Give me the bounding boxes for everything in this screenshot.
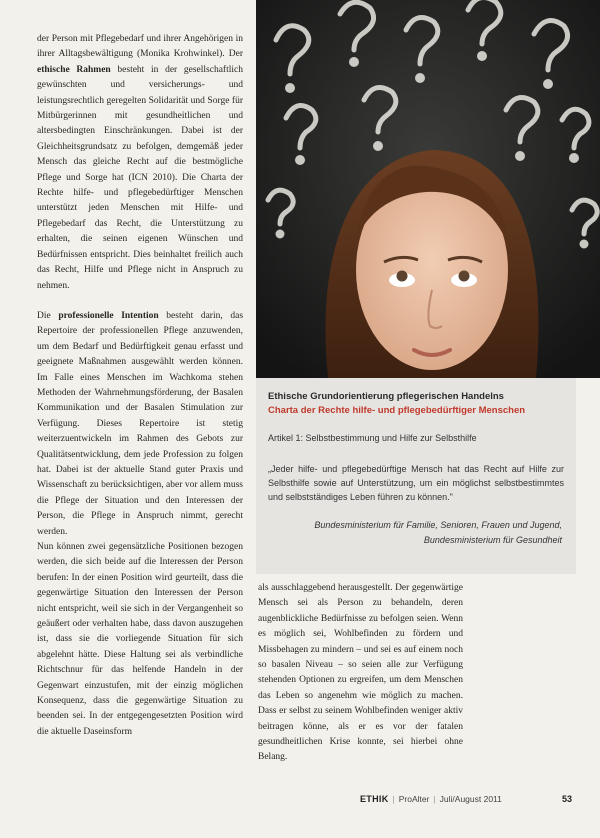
keyword-ethischer-rahmen: ethische Rahmen [37, 64, 111, 75]
keyword-professionelle-intention: professionelle Intention [58, 310, 159, 321]
infobox-title: Ethische Grundorientierung pflegerischen Handelns [268, 391, 504, 402]
photo-woman-question-marks [256, 0, 600, 378]
paragraph-ethical-frame: der Person mit Pflegebedarf und ihrer Angehörigen in ihrer Alltagsbewältigung (Monika Krohwinkel). Der ethische Rahmen besteht in der gesellschaftlich gewünschten und versicherungs- und leistungsrechtlich geregelten Solidarität und Sorge für Mitbürgerinnen mit gesundheitlichen und altersbedingten Einschränkungen. Dabei ist der Gleichheitsgrundsatz zu befolgen, demgemäß jeder Mensch das gleiche Recht auf die bestmögliche Pflege und Sorge hat (ICN 2010). Die Charta der Rechte hilfe- und pflegebedürftiger Menschen unterstützt jeden Menschen mit Hilfe- und Pflegebedarf das Recht, die Unterstützung zu erhalten, die seinen eigenen Wünschen und Bedürfnissen entspricht. Dies beinhaltet freilich auch das Recht, Hilfe und Pflege nicht in Anspruch zu nehmen. [37, 34, 243, 291]
footer-section-name: ETHIK [360, 794, 389, 804]
page-footer [360, 794, 572, 804]
paragraph-two-positions: Nun können zwei gegensätzliche Positionen bezogen werden, die sich beide auf die Interessen der Person berufen: In der einen Position wird geurteilt, dass die gegenwärtige Situation den Interessen der Person nicht entspricht, weil sie sich in der Vergangenheit so geäußert oder verhalten habe, dass davon auszugehen ist, dass sie die vorliegende Situation für sich abgelehnt hätte. Diese Haltung sei als verbindliche Richtschnur für das helfende Handeln in der Gegenwart einzustufen, mit der einzig möglichen Konsequenz, dass die gegenwärtige Situation zu beenden sei. In der entgegengesetzten Position wird die aktuelle Daseinsform [37, 542, 243, 737]
infobox-quote: „Jeder hilfe- und pflegebedürftige Mensch hat das Recht auf Hilfe zur Selbsthilfe sowie auf Unterstützung, um ein möglichst selbstbestimmtes und selbstständiges Leben führen zu können." [268, 464, 564, 502]
infobox-source-line-1: Bundesministerium für Familie, Senioren, Frauen und Jugend, [314, 520, 562, 530]
footer-separator: | [392, 794, 395, 804]
footer-issue: Juli/August 2011 [439, 794, 502, 804]
right-text-column [258, 581, 463, 766]
photo-illustration [256, 0, 600, 378]
paragraph-professional-intention: Die professionelle Intention besteht darin, das Repertoire der professionellen Pflege anzuwenden, um dem Bedarf und Bedürftigkeit genau erfasst und geeignete Maßnahmen ausgewählt werden können. Im Falle eines Menschen im Wachkoma stehen Methoden der Wahrnehmungsförderung, der Basalen Kommunikation und der Basalen Stimulation zur Verfügung. Dieses Repertoire ist stetig weiterzuentwickeln im Rahmen des Gebots zur Qualitätsentwicklung, dem jede Profession zu folgen hat. Dabei ist der aktuelle Stand guter Praxis und Wissenschaft zu berücksichtigen, aber vor allem muss die Pflege der Situation und den Interessen der Person, die Pflege in Anspruch nimmt, gerecht werden. [37, 310, 244, 537]
infobox-source-line-2: Bundesministerium für Gesundheit [423, 534, 562, 545]
footer-separator: | [433, 794, 436, 804]
infobox-source [262, 518, 562, 547]
infobox-subtitle: Charta der Rechte hilfe- und pflegebedürftiger Menschen [268, 405, 526, 416]
page-number: 53 [561, 794, 572, 804]
infobox-ethics [256, 378, 576, 574]
paragraph-continuation: als ausschlaggebend herausgestellt. Der gegenwärtige Mensch sei als Person zu behandeln, deren augenblickliche Bedürfnisse zu befolgen seien. Wenn es möglich sei, Wohlbefinden zu fördern und Missbehagen zu mindern – und sei es auf einem noch so basalen Niveau – so seien alle zur Verfügung stehenden Optionen zu ergreifen, um dem Menschen das Leben so angenehm wie möglich zu machen. Dass er selbst zu seinem Wohlbefinden weniger aktiv beitragen könne, als er es vor der fatalen gesundheitlichen Krise konnte, sei hierbei ohne Belang. [258, 583, 463, 763]
infobox-article-heading: Artikel 1: Selbstbestimmung und Hilfe zur Selbsthilfe [268, 433, 477, 443]
left-text-column [37, 32, 243, 740]
footer-magazine-name: ProAlter [398, 794, 430, 804]
